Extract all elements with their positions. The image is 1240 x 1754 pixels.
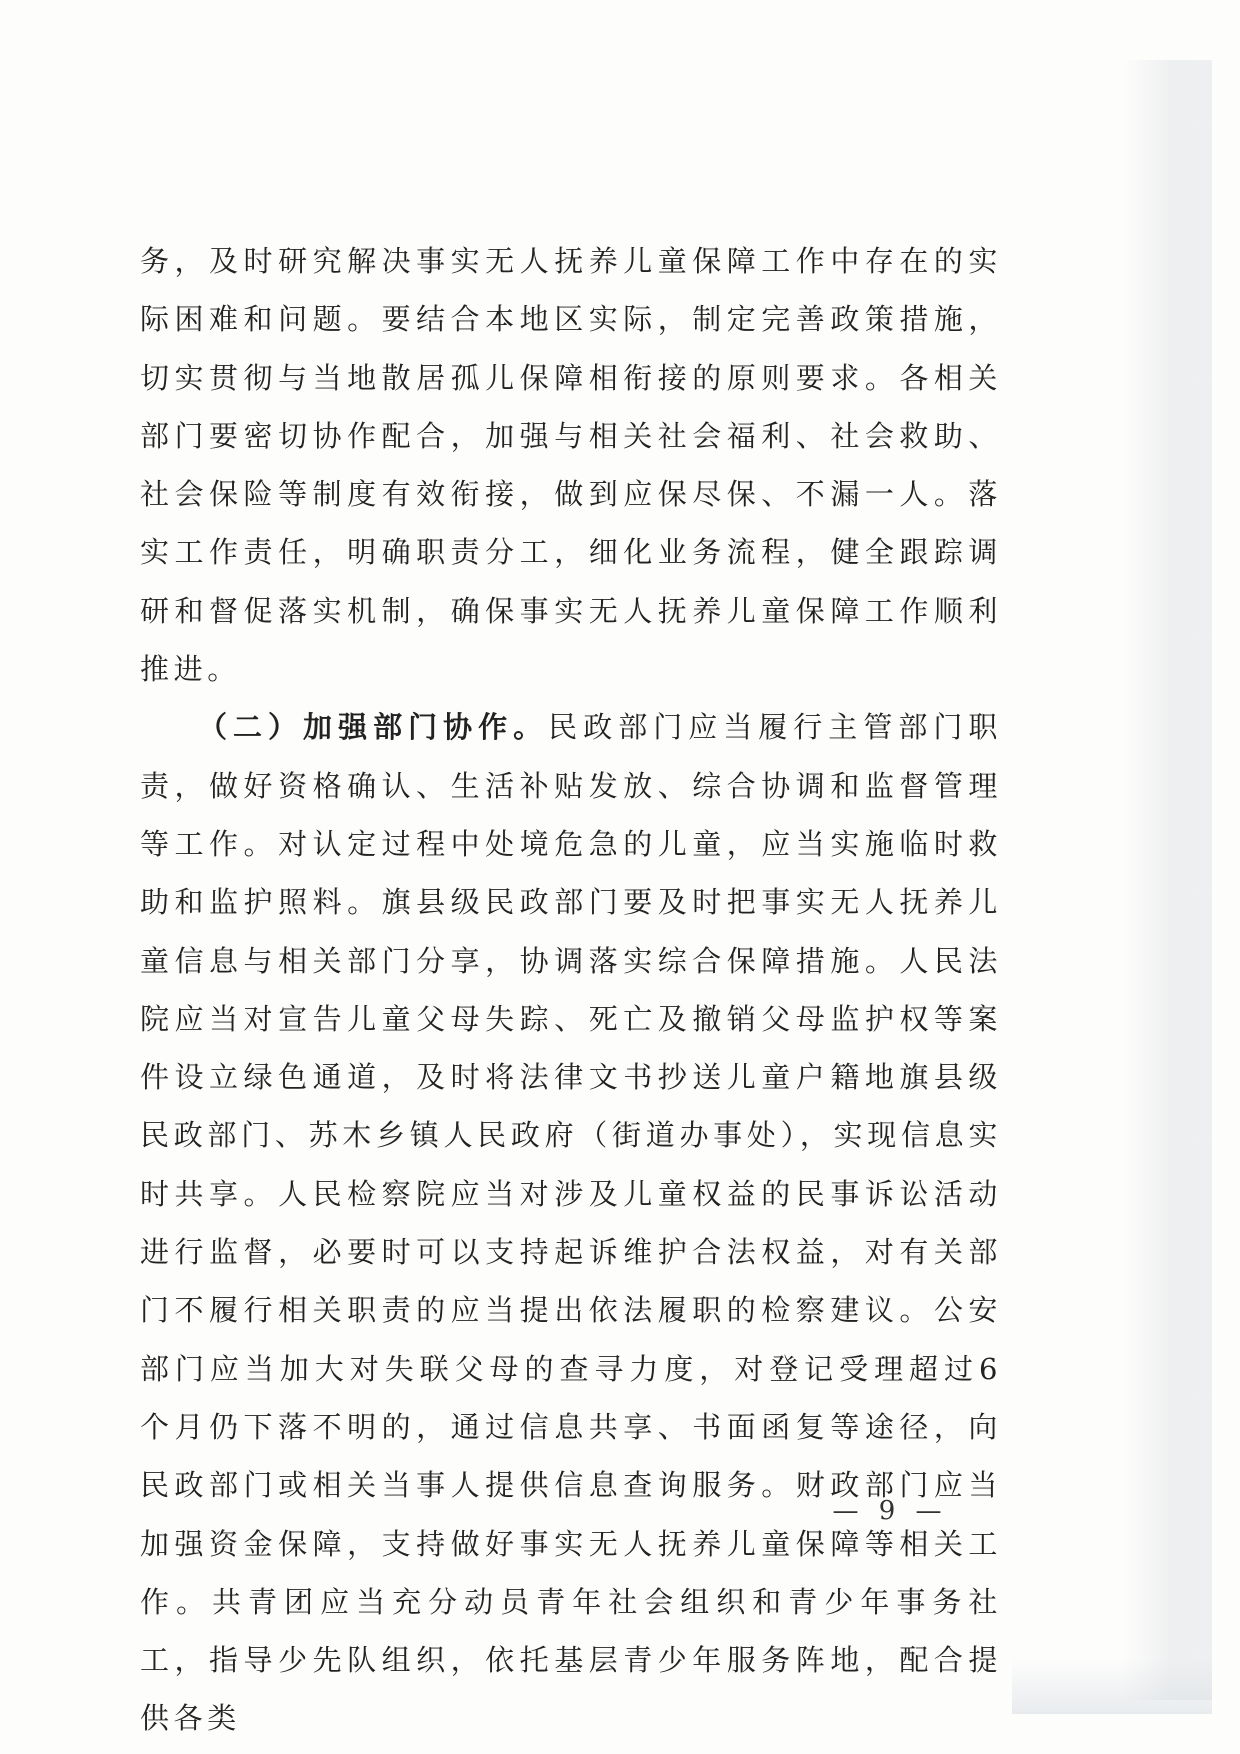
- paragraph-department-cooperation: [140, 698, 1002, 1747]
- paragraph-body: 民政部门应当履行主管部门职责，做好资格确认、生活补贴发放、综合协调和监督管理等工作。对认定过程中处境危急的儿童，应当实施临时救助和监护照料。旗县级民政部门要及时把事实无人抚养儿童信息与相关部门分享，协调落实综合保障措施。人民法院应当对宣告儿童父母失踪、死亡及撤销父母监护权等案件设立绿色通道，及时将法律文书抄送儿童户籍地旗县级民政部门、苏木乡镇人民政府（街道办事处），实现信息实时共享。人民检察院应当对涉及儿童权益的民事诉讼活动进行监督，必要时可以支持起诉维护合法权益，对有关部门不履行相关职责的应当提出依法履职的检察建议。公安部门应当加大对失联父母的查寻力度，对登记受理超过6个月仍下落不明的，通过信息共享、书面函复等途径，向民政部门或相关当事人提供信息查询服务。财政部门应当加强资金保障，支持做好事实无人抚养儿童保障等相关工作。共青团应当充分动员青年社会组织和青少年事务社工，指导少先队组织，依托基层青少年服务阵地，配合提供各类: [140, 710, 1002, 1736]
- page-number: — 9 —: [832, 1496, 948, 1526]
- scan-shadow-bottom: [1012, 1659, 1212, 1714]
- section-heading: （二）加强部门协作。: [198, 710, 549, 745]
- scan-shadow: [1122, 60, 1212, 1700]
- paragraph-continuation: 务，及时研究解决事实无人抚养儿童保障工作中存在的实际困难和问题。要结合本地区实际，制定完善政策措施，切实贯彻与当地散居孤儿保障相衔接的原则要求。各相关部门要密切协作配合，加强与相关社会福利、社会救助、社会保险等制度有效衔接，做到应保尽保、不漏一人。落实工作责任，明确职责分工，细化业务流程，健全跟踪调研和督促落实机制，确保事实无人抚养儿童保障工作顺利推进。: [140, 244, 1002, 687]
